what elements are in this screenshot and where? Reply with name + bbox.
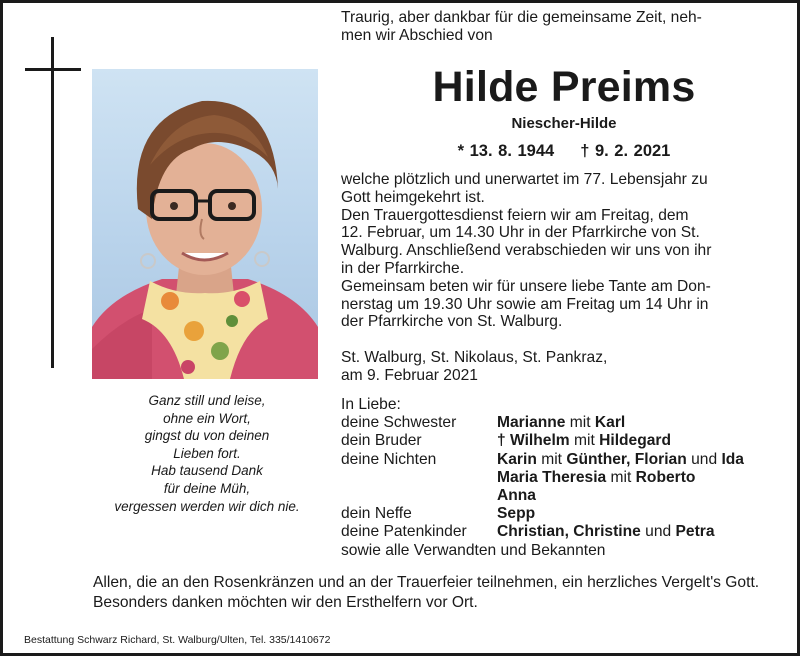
funeral-home-footer: Bestattung Schwarz Richard, St. Walburg/Ulten, Tel. 335/1410672: [24, 634, 331, 646]
family-row: [341, 432, 787, 450]
family-member-name: Ida: [721, 450, 744, 468]
poem-line: für deine Müh,: [163, 480, 251, 496]
deceased-name: Hilde Preims: [432, 63, 696, 111]
family-relation: dein Bruder: [341, 432, 422, 450]
nickname: Niescher-Hilde: [511, 115, 617, 132]
text-line: Walburg. Anschließend verabschieden wir uns von ihr: [341, 242, 712, 260]
family-relation: [341, 487, 497, 505]
family-names: [497, 523, 715, 541]
intro-text: [341, 9, 787, 45]
family-row: [341, 523, 787, 541]
family-connector: mit: [565, 414, 595, 432]
text-line: der Pfarrkirche von St. Walburg.: [341, 313, 563, 331]
life-dates: [341, 141, 787, 161]
poem-line: vergessen werden wir dich nie.: [114, 498, 300, 514]
intro-line: men wir Abschied von: [341, 26, 493, 44]
family-row: [341, 487, 787, 505]
family-closing: sowie alle Verwandten und Bekannten: [341, 541, 606, 559]
place-line: St. Walburg, St. Nikolaus, St. Pankraz,: [341, 349, 608, 366]
family-member-name: Roberto: [635, 468, 696, 486]
intro-line: Traurig, aber dankbar für die gemeinsame Zeit, neh-: [341, 9, 702, 26]
family-names: [497, 451, 744, 469]
family-names: [497, 505, 535, 523]
family-names: [497, 469, 695, 487]
family-connector: und: [686, 450, 722, 468]
family-member-name: Christian, Christine: [497, 523, 641, 541]
family-member-name: Marianne: [497, 414, 566, 432]
poem-line: ohne ein Wort,: [163, 410, 251, 426]
text-line: 12. Februar, um 14.30 Uhr in der Pfarrkirche von St.: [341, 224, 700, 242]
death-date: † 9. 2. 2021: [580, 142, 671, 160]
poem: [91, 392, 323, 515]
portrait-photo: [92, 69, 318, 379]
poem-line: gingst du von deinen: [144, 428, 270, 444]
text-line: welche plötzlich und unerwartet im 77. Lebensjahr zu: [341, 171, 708, 188]
poem-line: Lieben fort.: [173, 445, 241, 461]
family-member-name: Maria Theresia: [497, 468, 607, 486]
family-row: [341, 451, 787, 469]
text-line: Gemeinsam beten wir für unsere liebe Tante am Don-: [341, 277, 711, 295]
family-row: [341, 505, 787, 523]
family-member-name: Günther, Florian: [566, 450, 687, 468]
thanks-paragraph: Besonders danken möchten wir den Ersthelfern vor Ort.: [93, 593, 478, 611]
text-line: Den Trauergottesdienst feiern wir am Freitag, dem: [341, 206, 689, 224]
family-member-name: † Wilhelm: [497, 432, 570, 450]
family-relation: deine Nichten: [341, 450, 437, 468]
text-line: nerstag um 19.30 Uhr sowie am Freitag um 14 Uhr in: [341, 295, 709, 313]
family-list: [341, 396, 787, 560]
family-connector: mit: [536, 450, 567, 468]
thanks-paragraph: Allen, die an den Rosenkränzen und an der Trauerfeier teilnehmen, ein herzliches Vergelt's Gott.: [93, 574, 760, 591]
thanks-text: [93, 574, 783, 612]
text-line: in der Pfarrkirche.: [341, 259, 465, 277]
family-connector: und: [640, 523, 676, 541]
family-connector: mit: [606, 468, 636, 486]
family-row: [341, 414, 787, 432]
family-member-name: Karl: [594, 414, 626, 432]
family-relation: deine Patenkinder: [341, 523, 467, 541]
family-names: [497, 432, 671, 450]
family-row: [341, 469, 787, 487]
family-names: [497, 414, 625, 432]
family-relation: dein Neffe: [341, 505, 412, 523]
place-date: [341, 349, 787, 385]
cross-icon-bar: [25, 68, 81, 71]
family-member-name: Hildegard: [599, 432, 672, 450]
family-relation: deine Schwester: [341, 414, 457, 432]
cross-icon: [51, 37, 54, 368]
birth-date: * 13. 8. 1944: [457, 142, 555, 160]
poem-line: Ganz still und leise,: [148, 393, 266, 408]
date-line: am 9. Februar 2021: [341, 366, 478, 384]
text-line: Gott heimgekehrt ist.: [341, 188, 485, 206]
poem-line: Hab tausend Dank: [151, 463, 263, 479]
family-member-name: Petra: [675, 523, 715, 541]
family-intro: In Liebe:: [341, 396, 401, 413]
family-member-name: Karin: [497, 450, 537, 468]
family-member-name: Sepp: [497, 505, 536, 523]
family-member-name: Anna: [497, 487, 536, 505]
announcement-text: [341, 171, 787, 331]
family-relation: [341, 469, 497, 487]
family-connector: mit: [569, 432, 600, 450]
family-names: [497, 487, 536, 505]
